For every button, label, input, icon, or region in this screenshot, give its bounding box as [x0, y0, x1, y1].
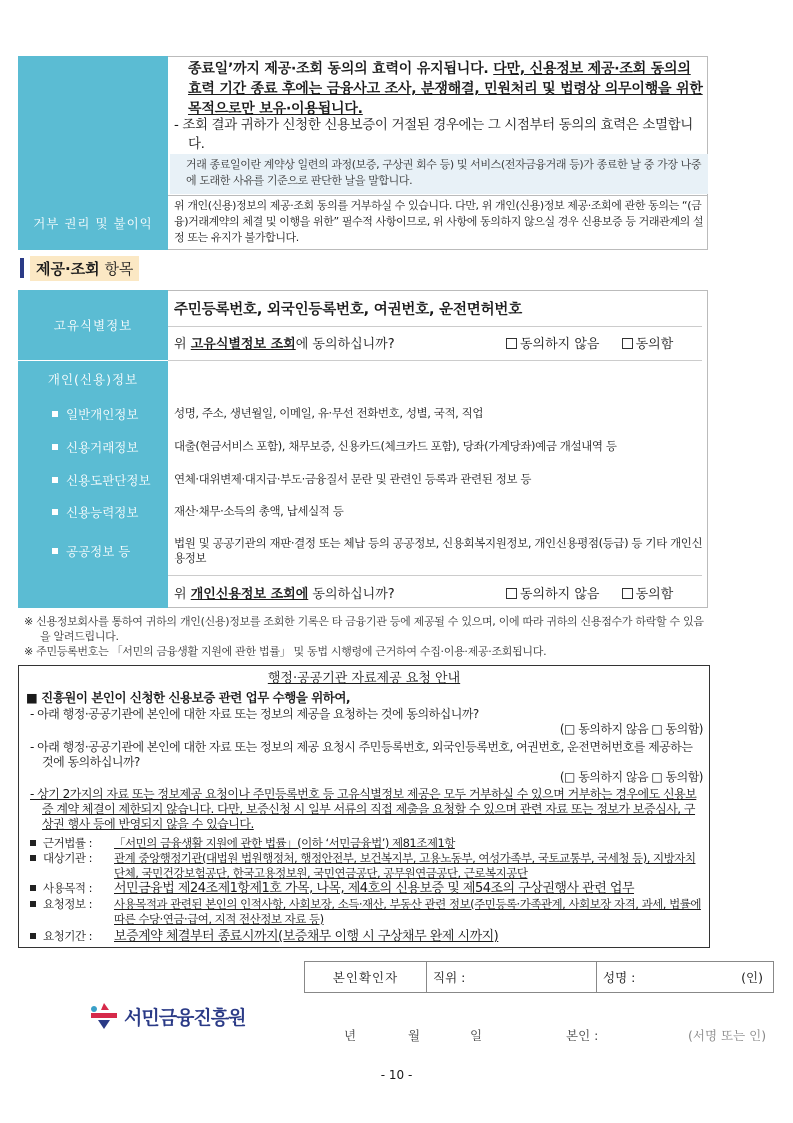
admin-question-1 — [30, 707, 706, 722]
colon: : — [85, 897, 92, 911]
admin-detail-row — [26, 836, 706, 851]
top-label-cell — [18, 56, 168, 196]
section-title-rest: 항목 — [99, 259, 134, 278]
admin-detail-label-text: 대상기관 — [43, 851, 86, 865]
page-number: - 10 - — [380, 1068, 413, 1082]
day-label[interactable]: 일 — [470, 1028, 483, 1043]
unique-id-value: 주민등록번호, 외국인등록번호, 여권번호, 운전면허번호 — [174, 302, 523, 318]
colon: : — [85, 929, 92, 943]
refusal-text-content: 위 개인(신용)정보의 제공·조회 동의를 거부하실 수 있습니다. 다만, 위 개인(신용)정보 제공·조회에 관한 동의는 “(금융)거래계약의 체결 및 이행을 위한” 필수적 사항이므로, 위 사항에 동의하지 않으실 경우 신용보증 등 거래관계의 설정 또는 유지가 불가합니다. — [174, 199, 704, 244]
admin-detail-row — [26, 929, 706, 944]
personal-row-label — [18, 496, 168, 527]
personal-agree-option[interactable] — [622, 587, 674, 602]
unique-id-checkbox-group — [506, 333, 673, 352]
checkbox-icon[interactable] — [622, 338, 633, 349]
personal-row-value: 대출(현금서비스 포함), 채무보증, 신용카드(체크카드 포함), 당좌(가계당좌)예금 개설내역 등 — [174, 439, 617, 453]
brand-logo — [88, 1000, 245, 1032]
notice-1: ※ 신용정보회사를 통하여 귀하의 개인(신용)정보를 조회한 기록은 타 금융기관 등에 제공될 수 있으며, 이에 따라 귀하의 신용점수가 하락할 수 있음을 알려드립니다. — [24, 615, 704, 643]
section-title-bold: 제공·조회 — [36, 259, 100, 278]
personal-info-label-text: 개인(신용)정보 — [47, 372, 139, 387]
unique-q-pre: 위 — [174, 337, 191, 352]
admin-detail-label — [26, 897, 114, 927]
disagree-label: 동의하지 않음 — [520, 587, 600, 602]
admin-detail-label — [26, 851, 114, 881]
admin-detail-label-text: 근거법률 — [43, 836, 86, 850]
position-label: 직위 : — [433, 970, 466, 985]
personal-row-label-text: 신용도판단정보 — [66, 472, 151, 488]
personal-row-label-text: 공공정보 등 — [66, 544, 131, 559]
admin-q2-text: - 아래 행정·공공기관에 본인에 대한 자료 또는 정보의 제공 요청시 주민등록번호, 외국인등록번호, 여권번호, 운전면허번호를 제공하는 것에 동의하십니까? — [30, 740, 693, 769]
para1-normal: 종료일’까지 제공·조회 동의의 효력이 유지됩니다. — [188, 61, 494, 77]
unique-id-label — [18, 290, 168, 360]
admin-detail-value: 보증계약 체결부터 종료시까지(보증채무 이행 시 구상채무 완제 시까지) — [114, 929, 499, 944]
personal-row-value: 연체·대위변제·대지급·부도·금융질서 문란 및 관련인 등록과 관련된 정보 등 — [174, 472, 532, 486]
refusal-label-text: 거부 권리 및 불이익 — [33, 216, 153, 231]
square-bullet-icon — [30, 840, 36, 846]
brand-logo-text: 서민금융진흥원 — [124, 1006, 246, 1029]
definition-note — [170, 154, 708, 194]
admin-detail-label — [26, 929, 114, 944]
name-field[interactable] — [597, 962, 773, 992]
self-label: 본인 : — [566, 1028, 599, 1043]
personal-row-label-text: 일반개인정보 — [66, 406, 139, 422]
admin-detail-value: 사용목적과 관련된 본인의 인적사항, 사회보장, 소득·재산, 부동산 관련 정보(주민등록·가족관계, 사회보장 자격, 과세, 법률에 따른 수당·연금·급여, 지적 전산정보 자료 등) — [114, 897, 701, 926]
admin-detail-label-text: 요청정보 — [43, 897, 86, 911]
personal-row-label — [18, 527, 168, 575]
brand-logo-icon — [88, 1000, 120, 1032]
admin-question-2 — [30, 740, 706, 770]
disagree-label: 동의하지 않음 — [520, 337, 600, 352]
admin-title-text: 행정·공공기관 자료제공 요청 안내 — [267, 671, 461, 686]
admin-warning-text: - 상기 2가지의 자료 또는 정보제공 요청이나 주민등록번호 등 고유식별정보 제공은 모두 거부하실 수 있으며 거부하는 경우에도 신용보증 계약 체결이 제한되지 않습니다. 다만, 보증신청 시 일부 서류의 직접 제출을 요청할 수 있으며 관련 자료 또는 정보가 보증심사, 구상권 행사 등에 반영되지 않을 수 있습니다. — [30, 787, 697, 831]
personal-q-post: 동의하십니까? — [308, 587, 395, 602]
checkbox-icon[interactable] — [506, 588, 517, 599]
year-label[interactable]: 년 — [344, 1028, 357, 1043]
bullet-icon — [52, 444, 58, 450]
section-title-bar — [20, 258, 24, 278]
confirm-label: 본인확인자 — [305, 962, 427, 992]
checkbox-icon[interactable] — [622, 588, 633, 599]
position-field[interactable] — [427, 962, 597, 992]
personal-row-value: 법원 및 공공기관의 재판·결정 또는 체납 등의 공공정보, 신용회복지원정보, 개인신용평점(등급) 등 기타 개인신용정보 — [174, 536, 703, 565]
unique-id-question — [174, 333, 395, 352]
admin-detail-label — [26, 881, 114, 896]
personal-row-label — [18, 463, 168, 496]
agree-label: 동의함 — [635, 337, 674, 352]
personal-disagree-option[interactable] — [506, 587, 599, 602]
colon: : — [85, 851, 92, 865]
section-title-box — [30, 256, 139, 281]
refusal-divider — [168, 195, 708, 196]
admin-warning — [30, 787, 706, 832]
admin-answer-2[interactable]: (□ 동의하지 않음 □ 동의함) — [559, 770, 703, 784]
checkbox-icon[interactable] — [506, 338, 517, 349]
bullet-icon — [52, 509, 58, 515]
colon: : — [85, 836, 92, 850]
personal-checkbox-group — [506, 583, 673, 602]
unique-id-label-text: 고유식별정보 — [53, 318, 133, 333]
square-bullet-icon — [30, 885, 36, 891]
para2-text: 조회 결과 귀하가 신청한 신용보증이 거절된 경우에는 그 시점부터 동의의 효력은 소멸합니다. — [182, 117, 693, 152]
bullet-icon — [52, 411, 58, 417]
square-bullet-icon — [30, 855, 36, 861]
personal-row-value: 성명, 주소, 생년월일, 이메일, 유·무선 전화번호, 성별, 국적, 직업 — [174, 406, 484, 420]
personal-row-value: 재산·채무·소득의 총액, 납세실적 등 — [174, 504, 344, 518]
admin-detail-row — [26, 897, 706, 927]
name-label: 성명 : — [603, 970, 636, 985]
personal-row-label-text: 신용거래정보 — [66, 439, 139, 455]
personal-question-label-cell — [18, 575, 168, 608]
admin-detail-row — [26, 881, 706, 896]
unique-disagree-option[interactable] — [506, 337, 599, 352]
admin-detail-label — [26, 836, 114, 851]
unique-q-post: 에 동의하십니까? — [295, 337, 395, 352]
unique-section-divider — [168, 360, 702, 361]
signature-field[interactable]: (서명 또는 인) — [688, 1028, 767, 1043]
admin-detail-value: 서민금융법 제24조제1항제1호 가목, 나목, 제4호의 신용보증 및 제54조의 구상권행사 관련 업무 — [114, 881, 635, 896]
seal-mark: (인) — [741, 970, 763, 985]
admin-detail-row — [26, 851, 706, 881]
personal-row-label — [18, 397, 168, 430]
square-bullet-icon — [30, 933, 36, 939]
personal-question-divider — [168, 575, 702, 576]
admin-detail-label-text: 요청기간 — [43, 929, 86, 943]
square-bullet-icon — [30, 901, 36, 907]
admin-title — [18, 667, 710, 686]
bullet-icon — [52, 477, 58, 483]
admin-q1-text: - 아래 행정·공공기관에 본인에 대한 자료 또는 정보의 제공을 요청하는 것에 동의하십니까? — [30, 707, 479, 721]
admin-detail-value: 관계 중앙행정기관(대법원 법원행정처, 행정안전부, 보건복지부, 고용노동부, 여성가족부, 국토교통부, 국세청 등), 지방자치단체, 국민건강보험공단, 한국고용정보원, 국민연금공단, 공무원연금공단, 근로복지공단 — [114, 851, 696, 880]
agree-label: 동의함 — [635, 587, 674, 602]
unique-q-emphasis: 고유식별정보 조회 — [190, 337, 296, 352]
refusal-text — [174, 198, 704, 246]
section-title — [20, 256, 139, 280]
admin-answer-1[interactable]: (□ 동의하지 않음 □ 동의함) — [559, 722, 703, 736]
admin-detail-label-text: 사용목적 — [43, 881, 86, 895]
unique-id-divider — [168, 326, 702, 327]
personal-q-emphasis: 개인신용정보 조회에 — [190, 587, 309, 602]
para1-emphasis: 다만, 신용정보 제공·조회 동의의 효력 기간 종료 후에는 금융사고 조사, 분쟁해결, 민원처리 및 법령상 의무이행을 위한 목적으로만 보유·이용됩니다. — [188, 61, 703, 117]
month-label[interactable]: 월 — [408, 1028, 421, 1043]
personal-question — [174, 583, 395, 602]
personal-row-label — [18, 430, 168, 463]
personal-row-label-text: 신용능력정보 — [66, 504, 139, 520]
consent-paragraph-1 — [188, 59, 703, 119]
admin-heading: ■ 진흥원이 본인이 신청한 신용보증 관련 업무 수행을 위하여, — [26, 690, 351, 705]
refusal-label — [18, 196, 168, 250]
admin-detail-value: 「서민의 금융생활 지원에 관한 법률」(이하 ‘서민금융법’) 제81조제1항 — [114, 836, 455, 850]
bullet-icon — [52, 548, 58, 554]
personal-q-pre: 위 — [174, 587, 191, 602]
consent-paragraph-2: - 조회 결과 귀하가 신청한 신용보증이 거절된 경우에는 그 시점부터 동의의 효력은 소멸합니다. — [174, 117, 693, 152]
confirm-table — [304, 961, 774, 993]
notice-block — [24, 614, 708, 659]
notice-2: ※ 주민등록번호는 「서민의 금융생활 지원에 관한 법률」 및 동법 시행령에 근거하여 수집·이용·제공·조회됩니다. — [24, 645, 547, 658]
definition-note-text: 거래 종료일이란 계약상 일련의 과정(보증, 구상권 회수 등) 및 서비스(전자금융거래 등)가 종료한 날 중 가장 나중에 도래한 사유를 기준으로 판단한 날을 말합니다. — [186, 158, 702, 187]
colon: : — [85, 881, 92, 895]
unique-agree-option[interactable] — [622, 337, 674, 352]
personal-info-label — [18, 361, 168, 397]
